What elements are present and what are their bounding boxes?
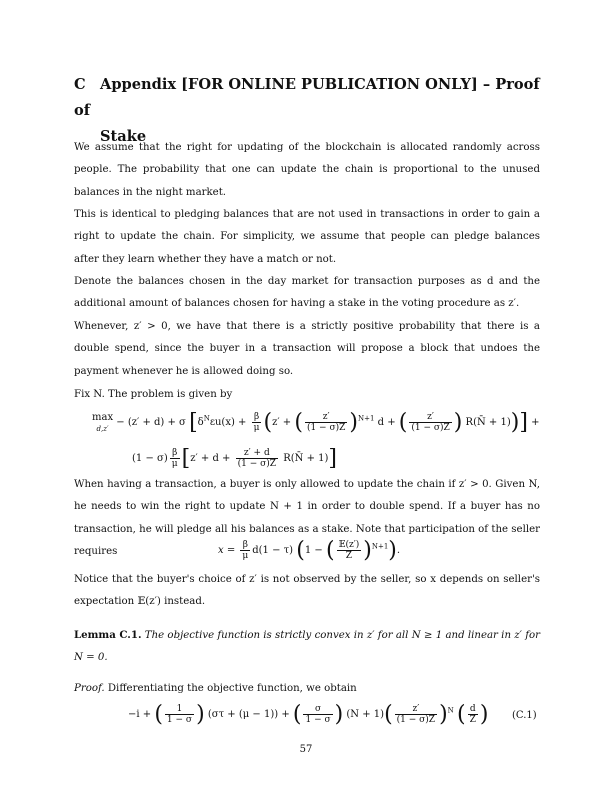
eq2-a: d(1 − τ) xyxy=(252,545,294,556)
eq3-frac-3: $\frac{z'}{(1 - \sigma)Z}$ xyxy=(396,704,436,725)
eq2-b: 1 − xyxy=(304,545,326,556)
equation-c1: −i + ( $\frac{1}{1 - \sigma}$ ) (στ + (μ − 1)) + ( $\frac{\sigma}{1 - \sigma}$ ) (N + 1)( $\frac{z'}{(1 - \sigma)Z}$ )$^N$ ( $\frac{d}{Z}$ ) xyxy=(128,702,489,727)
eq3-frac-1: $\frac{1}{1 - \sigma}$ xyxy=(166,704,193,725)
eq1-plus: + xyxy=(531,417,540,428)
max-operator: max xyxy=(92,411,114,423)
paragraph-5: Fix N. The problem is given by xyxy=(74,389,233,400)
eq1-line2-a: (1 − σ) xyxy=(132,453,168,464)
eq1-term-a: − (z′ + d) + σ xyxy=(113,417,186,428)
lemma-c1 xyxy=(74,624,540,670)
paragraph-1: We assume that the right for updating of the blockchain is allocated randomly across people. The probability that one can update the chain is proportional to the unused balances in the night market. xyxy=(74,142,540,198)
paragraph-2: This is identical to pledging balances that are not used in transactions in order to gain a right to update the chain. For simplicity, we assume that people can pledge balances after they learn whether they have a match or not. xyxy=(74,209,540,265)
max-subscript: d,z′ xyxy=(96,424,109,433)
eq1-line2-c: R(N̄ + 1) xyxy=(283,453,329,464)
paragraph-4: Whenever, z′ > 0, we have that there is a strictly positive probability that there is a double spend, since the buyer in a transaction will propose a block that undoes the payment whenever he is allowed doing so. xyxy=(74,321,540,377)
eq1-power: N+1 xyxy=(357,414,375,423)
proof-label: Proof. xyxy=(74,683,105,694)
beta-over-mu: $\frac{\beta}{\mu}$ xyxy=(253,412,260,433)
proof-text: Differentiating the objective function, we obtain xyxy=(107,683,357,694)
paragraph-3: Denote the balances chosen in the day market for transaction purposes as d and the additional amount of balances chosen for having a stake in the voting procedure as z′. xyxy=(74,276,540,310)
eq1-delta: δ xyxy=(197,417,204,428)
paragraph-6: When having a transaction, a buyer is only allowed to update the chain if z′ > 0. Given N, he needs to win the right to update N + 1 in order to double spend. If a buyer has no transaction, he will pledge all his balances as a stake. Note that participation of the seller requires xyxy=(74,479,540,557)
eq2-frac: $\frac{\text{𝔼(z′)}}{Z}$ xyxy=(338,540,360,561)
beta-over-mu-2: $\frac{\beta}{\mu}$ xyxy=(171,448,178,469)
eq2-lhs: x = xyxy=(218,545,239,556)
eq1-frac-3: $\frac{z' + d}{(1 - \sigma)Z}$ xyxy=(237,448,277,469)
page-number: 57 xyxy=(299,744,313,755)
eq3-power: N xyxy=(447,706,454,715)
eq2-end: . xyxy=(396,545,401,556)
eq3-frac-4: $\frac{d}{Z}$ xyxy=(469,704,476,725)
lemma-text: The objective function is strictly convex in z′ for all N ≥ 1 and linear in z′ for N = 0. xyxy=(74,630,540,664)
section-title-line2: Stake xyxy=(100,128,147,145)
equation-label: (C.1) xyxy=(512,710,537,721)
eq1-term-f: R(N̄ + 1) xyxy=(465,417,511,428)
eq2-beta-over-mu: $\frac{\beta}{\mu}$ xyxy=(242,540,249,561)
eq3-a: −i + xyxy=(128,709,155,720)
eq3-b: (στ + (μ − 1)) + xyxy=(207,709,293,720)
eq1-frac-1: $\frac{z'}{(1 - \sigma)Z}$ xyxy=(306,412,346,433)
paragraph-7: Notice that the buyer's choice of z′ is not observed by the seller, so x depends on seller's expectation 𝔼(z′) instead. xyxy=(74,574,540,608)
eq3-c: (N + 1) xyxy=(346,709,385,720)
lemma-title: Lemma C.1. xyxy=(74,629,142,641)
eq1-line2-b: z′ + d + xyxy=(190,453,234,464)
equation-2: x = $\frac{\beta}{\mu}$ d(1 − τ) (1 − ( $\frac{\text{𝔼(z′)}}{Z}$ )$^{N+1}$). xyxy=(218,538,401,563)
equation-1-line-1: max d,z′ − (z′ + d) + σ [$\delta^N\varepsilon u(x)$ + $\frac{\beta}{\mu}$ (z′ + ( $\frac{z'}{(1 - \sigma)Z}$ )$^{N+1}$ d + ( $\frac{z'}{(1 - \sigma)Z}$ ) R(N̄ + 1))] + xyxy=(92,410,540,435)
eq1-term-c: εu(x) + xyxy=(209,417,250,428)
section-title-line1: Appendix [FOR ONLINE PUBLICATION ONLY] – Proof of xyxy=(74,76,540,119)
eq1-frac-2: $\frac{z'}{(1 - \sigma)Z}$ xyxy=(411,412,450,433)
eq2-power: N+1 xyxy=(371,542,389,551)
section-number: C xyxy=(74,76,86,93)
eq1-term-d: z′ + xyxy=(272,417,295,428)
eq3-frac-2: $\frac{\sigma}{1 - \sigma}$ xyxy=(305,704,331,725)
eq1-delta-sup: N xyxy=(203,414,210,423)
equation-1-line-2: (1 − σ) $\frac{\beta}{\mu}$ [z′ + d + $\frac{z' + d}{(1 - \sigma)Z}$ R(N̄ + 1)] xyxy=(132,446,337,471)
eq1-term-e: d + xyxy=(377,417,399,428)
proof-intro xyxy=(74,678,540,700)
